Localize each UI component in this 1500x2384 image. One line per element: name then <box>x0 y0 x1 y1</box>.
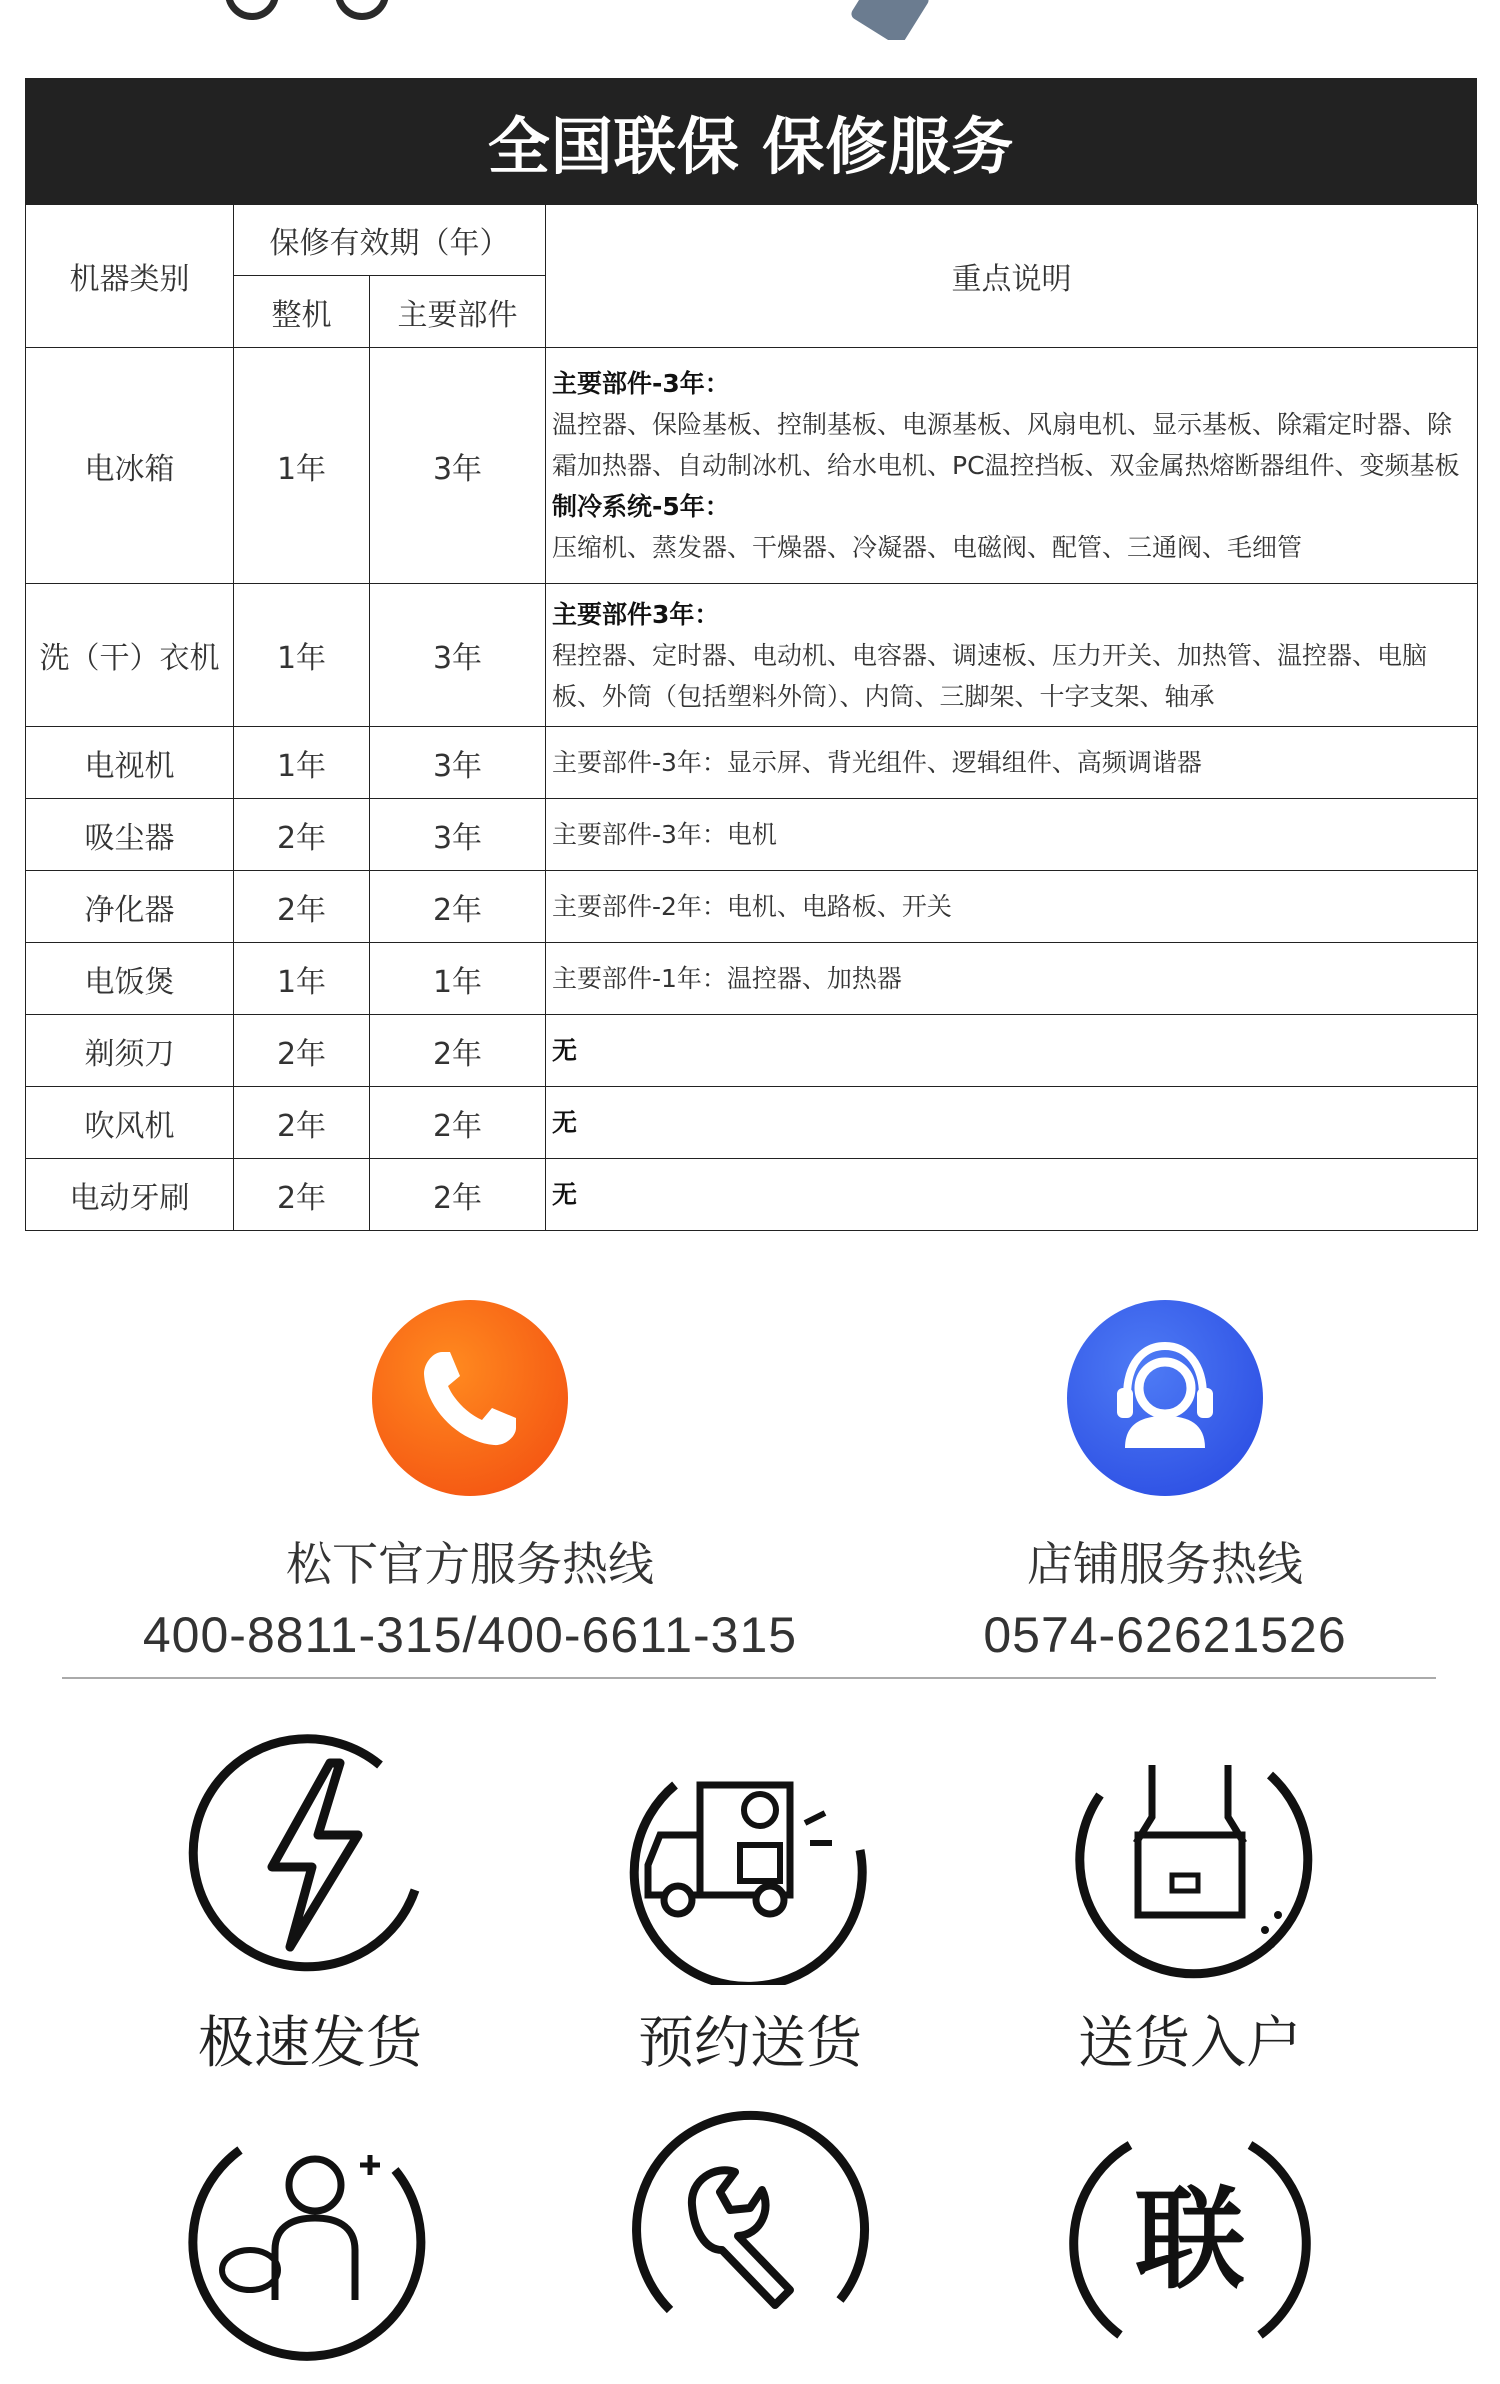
lightning-icon <box>180 1725 440 1985</box>
warranty-title: 全国联保 保修服务 <box>25 78 1477 204</box>
cell-notes <box>546 799 1478 871</box>
note-line <box>552 886 1471 927</box>
headset-agent-icon[interactable] <box>1067 1300 1263 1496</box>
cell-notes <box>546 1087 1478 1159</box>
cell-category: 剃须刀 <box>26 1015 234 1087</box>
cell-category: 净化器 <box>26 871 234 943</box>
warranty-section <box>25 78 1477 1231</box>
note-text: 程控器、定时器、电动机、电容器、调速板、压力开关、加热管、温控器、电脑板、外筒（包括塑料外筒）、内筒、三脚架、十字支架、轴承 <box>552 640 1428 711</box>
note-heading: 无 <box>552 1108 578 1137</box>
note-heading: 无 <box>552 1036 578 1065</box>
table-header-row <box>26 205 1478 276</box>
note-line <box>552 594 1471 635</box>
note-line <box>552 635 1471 717</box>
contact-section <box>0 1300 1500 1680</box>
note-heading: 主要部件-3年： <box>552 369 730 398</box>
delivery-truck-icon <box>620 1725 880 1985</box>
table-row <box>26 799 1478 871</box>
cell-main-parts: 3年 <box>370 727 546 799</box>
banner-product-fragment <box>849 0 931 40</box>
cell-category: 吹风机 <box>26 1087 234 1159</box>
table-row <box>26 348 1478 584</box>
note-line <box>552 814 1471 855</box>
cell-notes <box>546 943 1478 1015</box>
note-line <box>552 363 1471 404</box>
note-heading: 制冷系统-5年： <box>552 492 730 521</box>
cell-whole: 1年 <box>234 348 370 584</box>
phone-icon[interactable] <box>372 1300 568 1496</box>
note-heading: 主要部件3年： <box>552 599 720 629</box>
seal-text: 联 <box>1135 2176 1245 2304</box>
header-category: 机器类别 <box>26 205 234 348</box>
cell-notes <box>546 871 1478 943</box>
header-period: 保修有效期（年） <box>234 205 546 276</box>
cell-main-parts: 2年 <box>370 1159 546 1231</box>
table-row <box>26 1087 1478 1159</box>
cell-category: 电冰箱 <box>26 348 234 584</box>
note-text: 主要部件-2年：电机、电路板、开关 <box>552 892 952 921</box>
note-line <box>552 1174 1471 1215</box>
cell-notes <box>546 1015 1478 1087</box>
cell-main-parts: 3年 <box>370 799 546 871</box>
table-row <box>26 1159 1478 1231</box>
cell-whole: 2年 <box>234 871 370 943</box>
official-hotline <box>120 1300 820 1664</box>
cell-category: 电动牙刷 <box>26 1159 234 1231</box>
cell-category: 电视机 <box>26 727 234 799</box>
note-line <box>552 404 1471 486</box>
cell-whole: 1年 <box>234 727 370 799</box>
installation-worker-icon <box>180 2110 440 2370</box>
service-label: 极速发货 <box>198 2011 422 2076</box>
service-nationwide-warranty <box>1040 2110 1340 2384</box>
wrench-icon <box>620 2110 880 2370</box>
note-text: 主要部件-1年：温控器、加热器 <box>552 964 902 993</box>
service-fast-shipping <box>160 1725 460 2079</box>
top-cropped-banner <box>0 0 1500 40</box>
header-main-parts: 主要部件 <box>370 276 546 348</box>
service-label: 送货入户 <box>1078 2011 1302 2076</box>
table-row <box>26 1015 1478 1087</box>
cell-whole: 2年 <box>234 1015 370 1087</box>
table-row <box>26 943 1478 1015</box>
cell-main-parts: 3年 <box>370 348 546 584</box>
table-row <box>26 584 1478 727</box>
service-installation <box>160 2110 460 2384</box>
cell-whole: 2年 <box>234 799 370 871</box>
store-hotline-label: 店铺服务热线 <box>1027 1537 1303 1591</box>
cell-whole: 1年 <box>234 943 370 1015</box>
header-notes: 重点说明 <box>546 205 1478 348</box>
official-hotline-number[interactable]: 400-8811-315/400-6611-315 <box>142 1607 798 1663</box>
service-scheduled-delivery <box>600 1725 900 2079</box>
banner-fragment <box>225 0 279 20</box>
cell-category: 洗（干）衣机 <box>26 584 234 727</box>
service-home-delivery <box>1040 1725 1340 2079</box>
note-line <box>552 742 1471 783</box>
service-label: 预约送货 <box>638 2011 862 2076</box>
cell-category: 电饭煲 <box>26 943 234 1015</box>
note-line <box>552 958 1471 999</box>
cell-whole: 2年 <box>234 1159 370 1231</box>
official-hotline-label: 松下官方服务热线 <box>286 1537 654 1591</box>
cell-notes <box>546 727 1478 799</box>
banner-fragment <box>335 0 389 20</box>
note-text: 压缩机、蒸发器、干燥器、冷凝器、电磁阀、配管、三通阀、毛细管 <box>552 533 1303 562</box>
cell-category: 吸尘器 <box>26 799 234 871</box>
cell-whole: 2年 <box>234 1087 370 1159</box>
cell-notes <box>546 1159 1478 1231</box>
note-line <box>552 1102 1471 1143</box>
warranty-table <box>25 204 1478 1231</box>
store-hotline <box>815 1300 1500 1664</box>
cell-notes <box>546 584 1478 727</box>
section-divider <box>62 1677 1436 1679</box>
cell-main-parts: 3年 <box>370 584 546 727</box>
note-line <box>552 527 1471 568</box>
cell-whole: 1年 <box>234 584 370 727</box>
table-row <box>26 727 1478 799</box>
note-line <box>552 486 1471 527</box>
service-icons-section <box>0 1725 1500 2322</box>
note-text: 温控器、保险基板、控制基板、电源基板、风扇电机、显示基板、除霜定时器、除霜加热器、自动制冰机、给水电机、PC温控挡板、双金属热熔断器组件、变频基板 <box>552 410 1460 480</box>
package-handover-icon <box>1060 1725 1320 1985</box>
store-hotline-number[interactable]: 0574-62621526 <box>983 1607 1347 1663</box>
cell-main-parts: 2年 <box>370 1087 546 1159</box>
service-repair <box>600 2110 900 2384</box>
cell-main-parts: 2年 <box>370 1015 546 1087</box>
lian-seal-icon <box>1060 2110 1320 2370</box>
note-heading: 无 <box>552 1180 578 1209</box>
note-text: 主要部件-3年：显示屏、背光组件、逻辑组件、高频调谐器 <box>552 748 1202 777</box>
note-line <box>552 1030 1471 1071</box>
cell-notes <box>546 348 1478 584</box>
warranty-table-body <box>26 348 1478 1231</box>
table-row <box>26 871 1478 943</box>
cell-main-parts: 2年 <box>370 871 546 943</box>
header-whole: 整机 <box>234 276 370 348</box>
note-text: 主要部件-3年：电机 <box>552 820 777 849</box>
cell-main-parts: 1年 <box>370 943 546 1015</box>
